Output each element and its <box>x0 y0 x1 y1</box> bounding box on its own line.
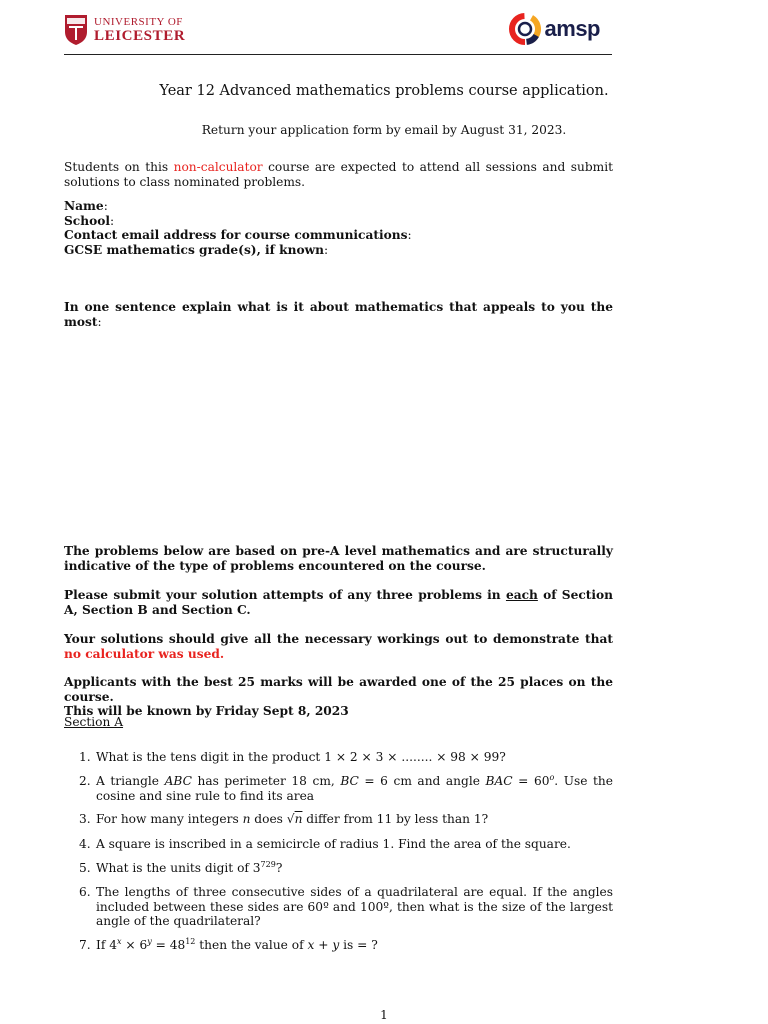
uol-line1: UNIVERSITY OF <box>94 15 183 28</box>
leicester-shield-icon <box>64 14 88 46</box>
question-number: 1. <box>79 750 91 764</box>
question-number: 3. <box>79 812 91 826</box>
q7-exponent: 12 <box>185 936 196 946</box>
field-name-label: Name <box>64 199 104 213</box>
instructions-paragraph-3 <box>64 632 613 661</box>
q7-exponent: y <box>147 936 152 946</box>
question-4: A square is inscribed in a semicircle of radius 1. Find the area of the square. <box>96 837 571 851</box>
instructions-paragraph-4 <box>64 675 613 719</box>
q7-text: If 4 <box>96 938 117 952</box>
q7-var: x <box>307 938 315 952</box>
q5-exponent: 729 <box>260 859 276 869</box>
question-7 <box>96 938 613 953</box>
page-header <box>64 12 612 55</box>
each-underlined: each <box>505 588 538 602</box>
q2-text: . Use the cosine and sine rule to find its area <box>96 774 613 803</box>
sqrt-symbol: √ <box>286 812 295 826</box>
q2-var: BC <box>340 774 359 788</box>
q3-var: n <box>294 812 303 826</box>
field-gcse-label: GCSE mathematics grade(s), if known <box>64 242 324 257</box>
instructions-p2-start: Please submit your solution attempts of any three problems in <box>64 588 506 602</box>
q2-var: BAC <box>485 774 513 788</box>
amsp-mark-icon <box>508 12 542 46</box>
non-calculator-highlight: non-calculator <box>173 160 263 174</box>
appeal-prompt-label: In one sentence explain what is it about mathematics that appeals to you the most <box>64 300 613 329</box>
question-number: 4. <box>79 837 91 851</box>
degree-mark: o <box>549 772 555 782</box>
instructions-p2-end: of Section A, Section B and Section C. <box>64 588 613 617</box>
q5-text: What is the units digit of 3 <box>96 861 261 875</box>
q7-text: × 6 <box>121 938 148 952</box>
university-of-leicester-logo <box>64 14 185 46</box>
appeal-prompt <box>64 300 613 329</box>
intro-text-start: Students on this <box>64 160 174 174</box>
q3-text: does <box>250 812 287 826</box>
q2-text: = 6 cm and angle <box>358 774 486 788</box>
applicant-fields <box>64 199 613 257</box>
colon: : <box>109 213 115 228</box>
field-school-label: School <box>64 213 110 228</box>
announcement-date-line: This will be known by Friday Sept 8, 2023 <box>64 704 349 718</box>
q7-text: + <box>314 938 333 952</box>
instructions-p3-start: Your solutions should give all the necessary workings out to demonstrate that <box>64 632 613 646</box>
q2-text: = 60 <box>512 774 550 788</box>
q7-text: is = ? <box>339 938 378 952</box>
page-number: 1 <box>380 1008 388 1022</box>
question-number: 5. <box>79 861 91 875</box>
q2-var: ABC <box>164 774 192 788</box>
colon: : <box>323 242 329 257</box>
q3-text: For how many integers <box>96 812 243 826</box>
question-number: 6. <box>79 885 91 899</box>
q3-var: n <box>242 812 251 826</box>
q7-text: then the value of <box>195 938 308 952</box>
page-title: Year 12 Advanced mathematics problems course application. <box>159 83 609 99</box>
question-1: What is the tens digit in the product 1 × 2 × 3 × ........ × 98 × 99? <box>96 750 506 764</box>
field-name <box>64 199 613 214</box>
colon: : <box>103 199 108 213</box>
return-notice: Return your application form by email by August 31, 2023. <box>201 123 567 137</box>
field-school <box>64 214 613 229</box>
question-2 <box>96 774 613 803</box>
q2-text: A triangle <box>96 774 165 788</box>
q5-text: ? <box>275 861 283 875</box>
intro-paragraph <box>64 160 613 189</box>
instructions-paragraph-1: The problems below are based on pre-A level mathematics and are structurally indicative of the type of problems encountered on the course. <box>64 544 613 573</box>
field-gcse <box>64 243 613 258</box>
question-number: 2. <box>79 774 91 788</box>
q7-var: y <box>332 938 340 952</box>
uol-line2: LEICESTER <box>94 27 186 44</box>
field-email-label: Contact email address for course communications <box>64 228 408 242</box>
question-5 <box>96 861 613 876</box>
field-email <box>64 228 613 243</box>
section-a-heading: Section A <box>64 715 124 729</box>
no-calculator-highlight: no calculator was used. <box>64 646 225 661</box>
instructions-paragraph-2 <box>64 588 613 617</box>
q2-text: has perimeter 18 cm, <box>191 774 341 788</box>
question-number: 7. <box>79 938 91 952</box>
question-3 <box>96 812 613 827</box>
q7-text: = 48 <box>151 938 186 952</box>
q7-exponent: x <box>116 936 122 946</box>
question-6: The lengths of three consecutive sides of a quadrilateral are equal. If the angles included between these sides are 60º and 100º, then what is the size of the largest angle of the quadrilateral? <box>96 885 613 928</box>
amsp-logo <box>508 12 600 46</box>
colon: : <box>407 228 412 242</box>
amsp-wordmark: amsp <box>544 16 600 41</box>
q3-text: differ from 11 by less than 1? <box>302 812 489 826</box>
colon: : <box>97 314 102 329</box>
intro-text-end: course are expected to attend all sessions and submit solutions to class nominated problems. <box>64 160 613 189</box>
awards-line: Applicants with the best 25 marks will be awarded one of the 25 places on the course. <box>64 675 613 704</box>
